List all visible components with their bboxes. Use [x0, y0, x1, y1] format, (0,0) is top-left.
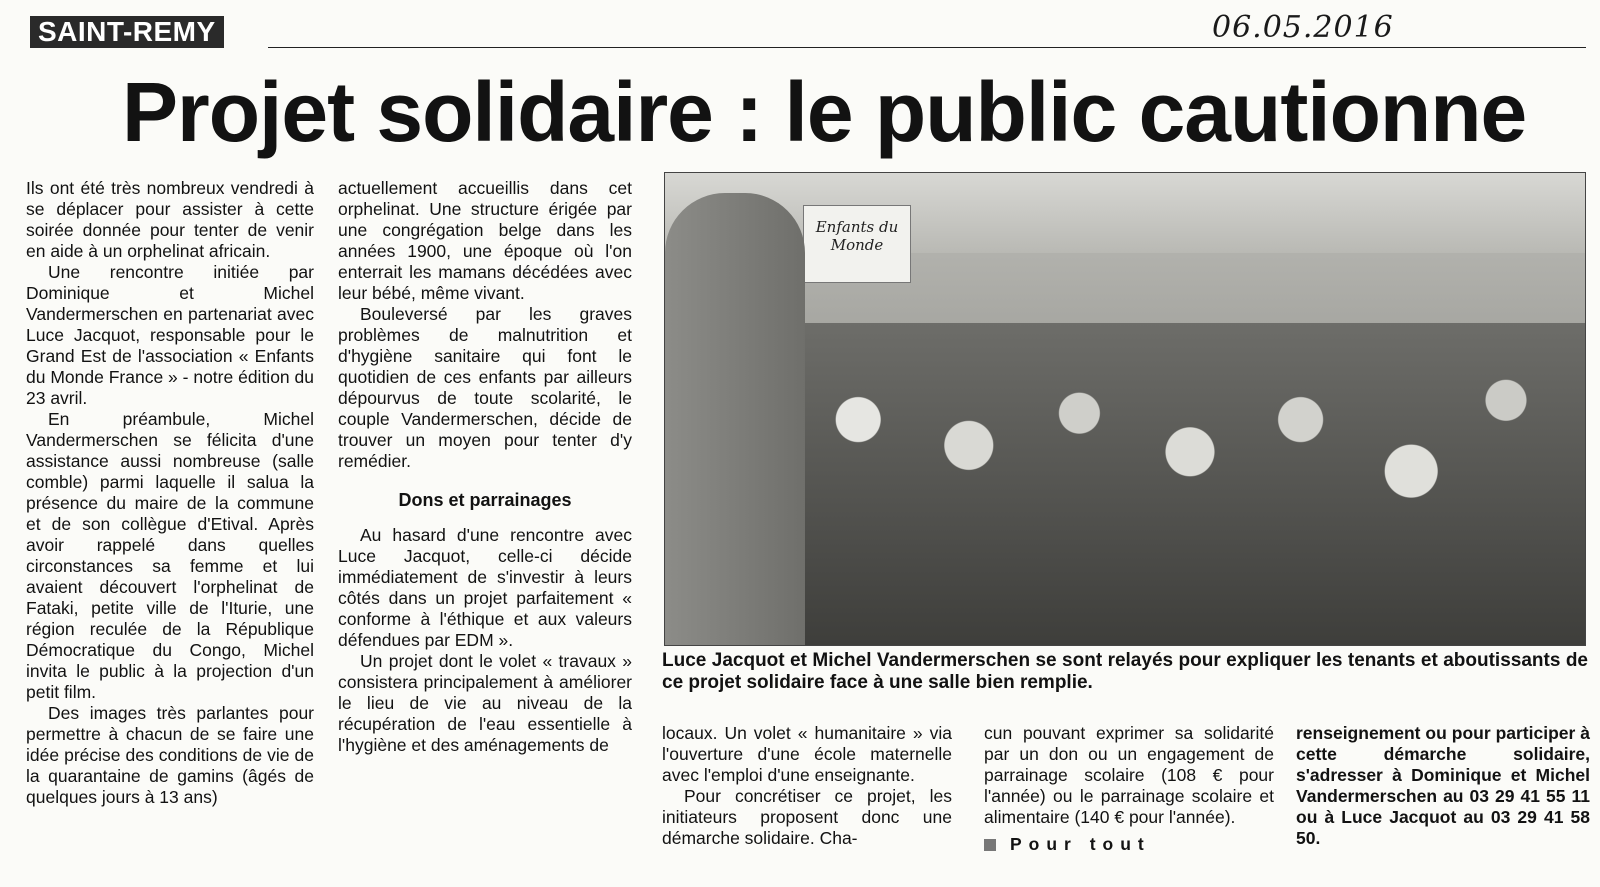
handwritten-date: 06.05.2016: [1212, 10, 1394, 45]
paragraph: En préambule, Michel Vandermerschen se félicita d'une assistance aussi nombreuse (salle comble) parmi laquelle il salua la présence du maire de la commune et de son collègue d'Etival. Après avoir rappelé dans quelles circonstances sa femme et lui avaient découvert l'orphelinat de Fataki, petite ville de l'Iturie, une région reculée de la République Démocratique du Congo, Michel invita le public à la projection d'un petit film.: [26, 409, 314, 702]
photo-speaker: [665, 193, 805, 645]
article-column-5: [1296, 723, 1590, 849]
photo-banner: Enfants du Monde: [803, 205, 911, 283]
photo-caption: Luce Jacquot et Michel Vandermerschen se sont relayés pour expliquer les tenants et aboutissants de ce projet solidaire face à une salle bien remplie.: [662, 650, 1588, 693]
section-tag: SAINT-REMY: [30, 16, 224, 48]
paragraph: [984, 834, 1274, 855]
photo-audience: [795, 323, 1585, 645]
paragraph: Bouleversé par les graves problèmes de malnutrition et d'hygiène sanitaire qui font le quotidien de ces enfants par ailleurs dépourvus de toute scolarité, le couple Vandermerschen, décide de trouver un moyen pour tenter d'y remédier.: [338, 304, 632, 471]
paragraph: cun pouvant exprimer sa solidarité par un don ou un engagement de parrainage scolaire (108 € pour l'année) ou le parrainage scolaire et alimentaire (140 € pour l'année).: [984, 723, 1274, 827]
paragraph: Ils ont été très nombreux vendredi à se déplacer pour assister à cette soirée donnée pour tenter de venir en aide à un orphelinat africain.: [26, 178, 314, 261]
paragraph: Des images très parlantes pour permettre à chacun de se faire une idée précise des conditions de vie de la quarantaine de gamins (âgés de quelques jours à 13 ans): [26, 703, 314, 807]
contact-lead: Pour tout: [1010, 834, 1151, 854]
paragraph: actuellement accueillis dans cet orphelinat. Une structure érigée par une congrégation belge dans les années 1900, une époque où l'on enterrait les mamans décédées avec leur bébé, même vivant.: [338, 178, 632, 303]
article-column-2: [338, 178, 632, 756]
article-column-1: [26, 178, 314, 808]
article-column-3: [662, 723, 952, 849]
article-headline: Projet solidaire : le public cautionne: [122, 65, 1527, 159]
paragraph: Pour concrétiser ce projet, les initiateurs proposent donc une démarche solidaire. Cha-: [662, 786, 952, 848]
paragraph: Une rencontre initiée par Dominique et Michel Vandermerschen en partenariat avec Luce Jacquot, responsable pour le Grand Est de l'association « Enfants du Monde France » - notre édition du 23 avril.: [26, 262, 314, 408]
bullet-square-icon: [984, 839, 996, 851]
paragraph: Un projet dont le volet « travaux » consistera principalement à améliorer le lieu de vie au niveau de la récupération de l'eau essentielle à l'hygiène et des aménagements de: [338, 651, 632, 755]
header-rule: [268, 47, 1586, 48]
article-column-4: [984, 723, 1274, 855]
paragraph: locaux. Un volet « humanitaire » via l'ouverture d'une école maternelle avec l'emploi d'une enseignante.: [662, 723, 952, 785]
article-photo: [664, 172, 1586, 646]
paragraph: Au hasard d'une rencontre avec Luce Jacquot, celle-ci décide immédiatement de s'investir à leurs côtés dans un projet parfaitement « conforme à l'éthique et aux valeurs défendues par EDM ».: [338, 525, 632, 650]
subheading: Dons et parrainages: [398, 490, 572, 510]
contact-paragraph: renseignement ou pour participer à cette démarche solidaire, s'adresser à Dominique et Michel Vandermerschen au 03 29 41 55 11 ou à Luce Jacquot au 03 29 41 58 50.: [1296, 723, 1590, 848]
